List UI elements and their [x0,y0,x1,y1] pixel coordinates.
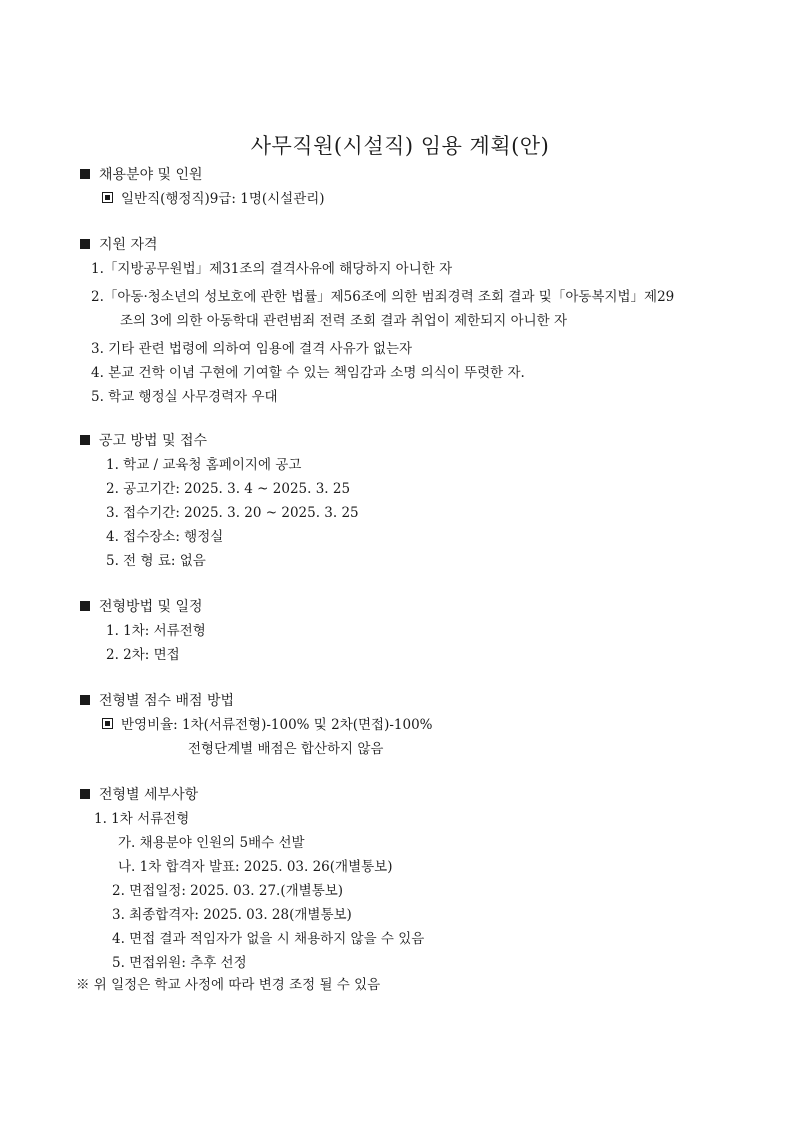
section-heading-recruit [80,166,203,184]
filled-square-bullet-icon [80,239,90,249]
square-bullet-icon [102,718,113,729]
filled-square-bullet-icon [80,435,90,445]
filled-square-bullet-icon [80,169,90,179]
details-subitem: 가. 채용분야 인원의 5배수 선발 [118,835,305,851]
method-item: 1. 1차: 서류전형 [106,623,206,639]
section-heading-text: 채용분야 및 인원 [99,167,203,183]
score-item-text: 반영비율: 1차(서류전형)-100% 및 2차(면접)-100% [121,717,433,733]
filled-square-bullet-icon [80,789,90,799]
section-heading-notice [80,432,207,450]
notice-item: 2. 공고기간: 2025. 3. 4 ~ 2025. 3. 25 [106,481,351,497]
details-subitem: 나. 1차 합격자 발표: 2025. 03. 26(개별통보) [118,859,393,875]
filled-square-bullet-icon [80,601,90,611]
method-item: 2. 2차: 면접 [106,647,180,663]
details-item: 4. 면접 결과 적임자가 없을 시 채용하지 않을 수 있음 [112,931,425,947]
qualification-item: 2.「아동·청소년의 성보호에 관한 법률」제56조에 의한 범죄경력 조회 결과 및「아동복지법」제29 [91,289,675,305]
notice-item: 3. 접수기간: 2025. 3. 20 ~ 2025. 3. 25 [106,505,359,521]
qualification-item-continuation: 조의 3에 의한 아동학대 관련범죄 전력 조회 결과 취업이 제한되지 아니한 자 [120,313,568,329]
details-item: 5. 면접위원: 추후 선정 [112,955,247,971]
section-heading-text: 전형별 점수 배점 방법 [99,693,235,709]
footnote: ※ 위 일정은 학교 사정에 따라 변경 조정 될 수 있음 [76,977,381,993]
document-title: 사무직원(시설직) 임용 계획(안) [250,134,550,158]
recruit-item-text: 일반직(행정직)9급: 1명(시설관리) [121,191,325,207]
details-item: 1. 1차 서류전형 [94,811,190,827]
section-heading-score [80,692,234,710]
section-heading-text: 지원 자격 [99,237,158,253]
qualification-item: 1.「지방공무원법」제31조의 결격사유에 해당하지 아니한 자 [91,261,453,277]
score-item-note: 전형단계별 배점은 합산하지 않음 [188,741,384,757]
notice-item: 1. 학교 / 교육청 홈페이지에 공고 [106,457,302,473]
details-item: 2. 면접일정: 2025. 03. 27.(개별통보) [112,883,344,899]
qualification-item: 3. 기타 관련 법령에 의하여 임용에 결격 사유가 없는자 [91,341,413,357]
section-heading-method [80,598,203,616]
qualification-item: 5. 학교 행정실 사무경력자 우대 [91,389,278,405]
recruit-item [102,190,325,208]
details-item: 3. 최종합격자: 2025. 03. 28(개별통보) [112,907,352,923]
qualification-item: 4. 본교 건학 이념 구현에 기여할 수 있는 책임감과 소명 의식이 뚜렷한 자. [91,365,525,381]
filled-square-bullet-icon [80,695,90,705]
section-heading-text: 전형방법 및 일정 [99,599,203,615]
section-heading-text: 전형별 세부사항 [99,787,199,803]
notice-item: 5. 전 형 료: 없음 [106,553,206,569]
notice-item: 4. 접수장소: 행정실 [106,529,224,545]
score-item [102,716,433,734]
section-heading-text: 공고 방법 및 접수 [99,433,208,449]
section-heading-qualification [80,236,158,254]
square-bullet-icon [102,192,113,203]
section-heading-details [80,786,198,804]
